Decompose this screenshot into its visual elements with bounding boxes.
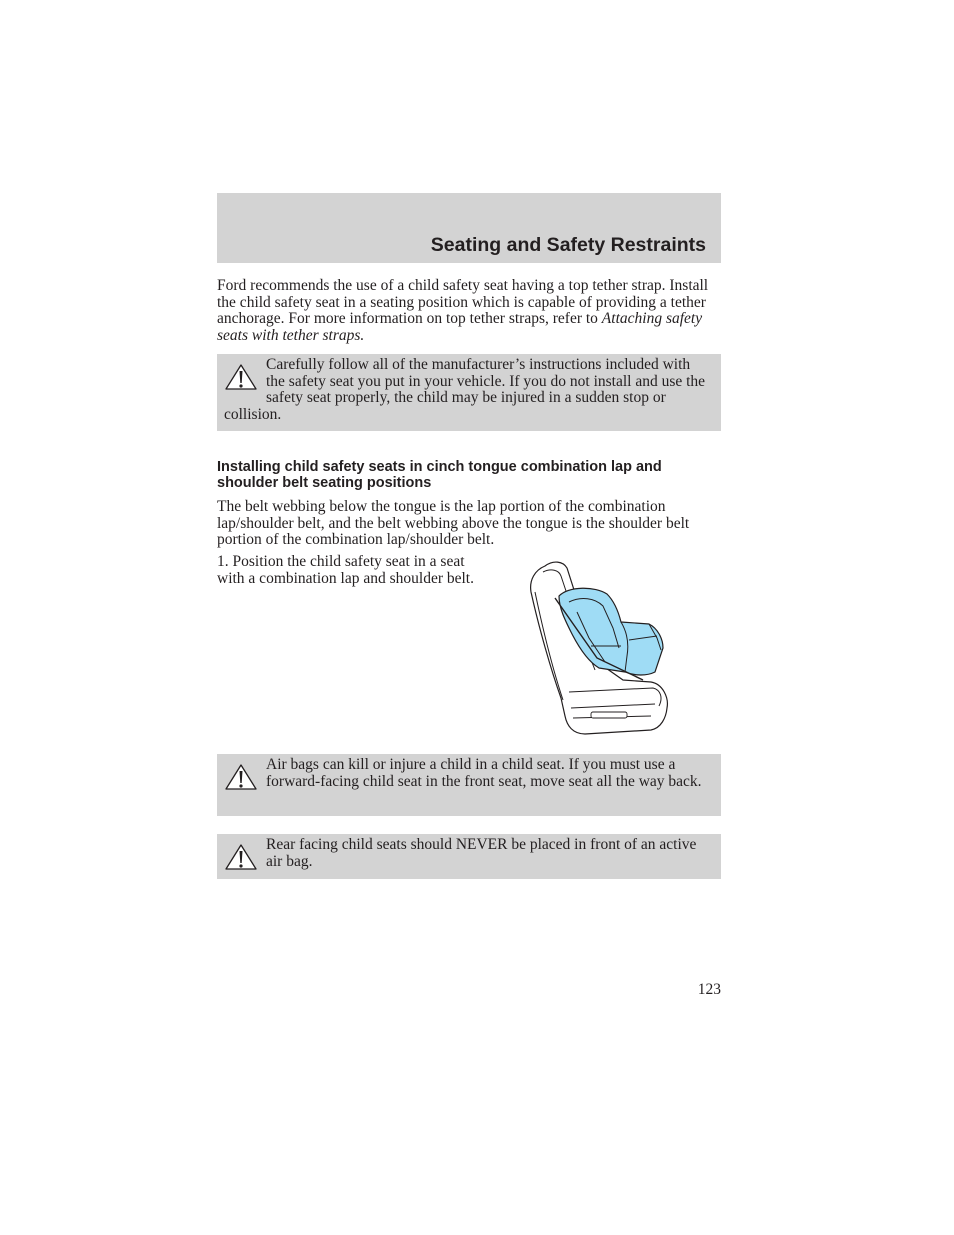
section-body: The belt webbing below the tongue is the lap portion of the combination lap/shoulder belt, and the belt webbing above the tongue is the shoulder belt portion of the combination lap/shoulder belt. bbox=[217, 498, 690, 548]
child-seat-on-vehicle-seat-illustration bbox=[525, 558, 673, 736]
page-title: Seating and Safety Restraints bbox=[430, 234, 706, 256]
warning-text-1: Carefully follow all of the manufacturer’s instructions included with the safety seat you put in your vehicle. If you do not install and use the safety seat properly, the child may be injured in a sudden stop or collision. bbox=[224, 356, 706, 423]
warning-text-2: Air bags can kill or injure a child in a child seat. If you must use a forward-facing child seat in the front seat, move seat all the way back. bbox=[266, 756, 702, 790]
intro-end: . bbox=[360, 326, 365, 344]
intro-reference-link: Attaching safety seats with tether straps bbox=[217, 310, 703, 344]
warning-box-3 bbox=[217, 834, 721, 879]
warning-triangle-icon bbox=[224, 763, 258, 791]
warning-box-2 bbox=[217, 754, 721, 816]
page-number: 123 bbox=[697, 981, 721, 998]
warning-triangle-icon bbox=[224, 363, 258, 391]
intro-paragraph bbox=[217, 278, 721, 344]
warning-box-1 bbox=[217, 354, 721, 431]
section-header-band bbox=[217, 193, 721, 263]
warning-triangle-icon bbox=[224, 843, 258, 871]
section-heading: Installing child safety seats in cinch tongue combination lap and shoulder belt seating positions bbox=[217, 459, 662, 491]
intro-text: Ford recommends the use of a child safety seat having a top tether strap. Install the child safety seat in a seating position which is capable of providing a tether anchorage. For more information on top tether straps, refer to bbox=[217, 277, 709, 327]
warning-text-3: Rear facing child seats should NEVER be placed in front of an active air bag. bbox=[266, 836, 697, 870]
step-1-text: 1. Position the child safety seat in a seat with a combination lap and shoulder belt. bbox=[217, 553, 474, 587]
